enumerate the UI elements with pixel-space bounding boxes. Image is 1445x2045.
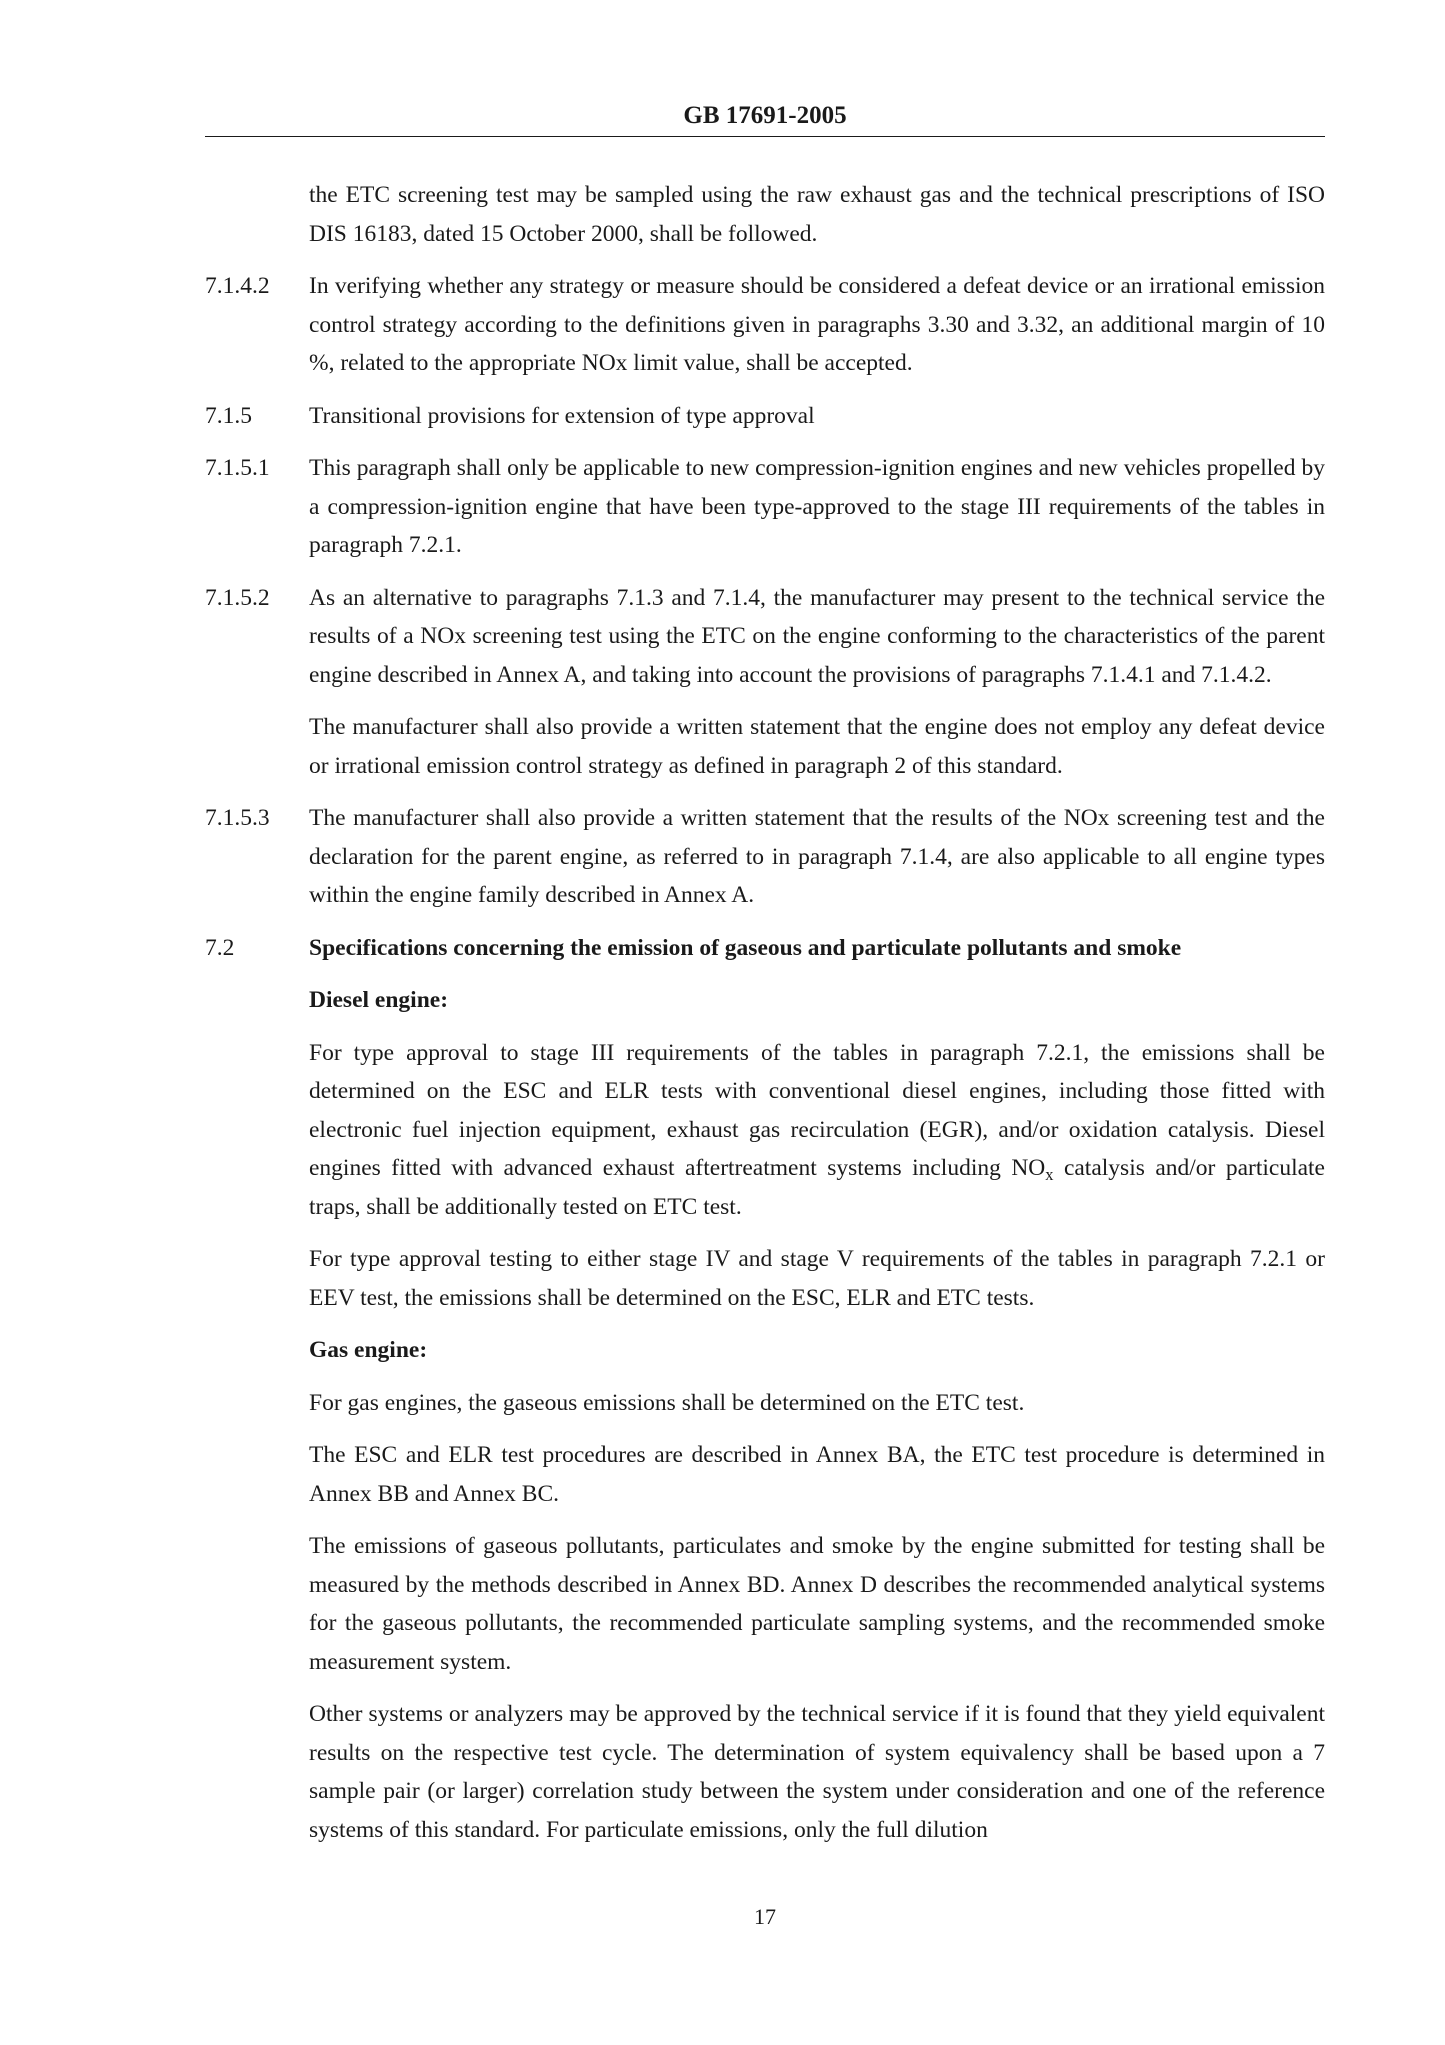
document-body xyxy=(205,176,1325,1863)
paragraph-number xyxy=(205,1240,309,1317)
paragraph xyxy=(205,981,1325,1020)
paragraph xyxy=(205,449,1325,565)
paragraph-number: 7.1.5.2 xyxy=(205,584,270,611)
header-rule xyxy=(205,136,1325,137)
paragraph xyxy=(205,579,1325,695)
paragraph-text: In verifying whether any strategy or measure should be considered a defeat device or an irrational emission control strategy according to the definitions given in paragraphs 3.30 and 3.32, an additional margin of 10 %, related to the appropriate NOx limit value, shall be accepted. xyxy=(309,273,1325,376)
paragraph-number xyxy=(205,176,309,253)
paragraph-text: The emissions of gaseous pollutants, particulates and smoke by the engine submitted for testing shall be measured by the methods described in Annex BD. Annex D describes the recommended analytical systems for the gaseous pollutants, the recommended particulate sampling systems, and the recommended smoke measurement system. xyxy=(309,1533,1325,1675)
paragraph-number xyxy=(205,1527,309,1681)
paragraph-text: The manufacturer shall also provide a written statement that the engine does not employ any defeat device or irrational emission control strategy as defined in paragraph 2 of this standard. xyxy=(309,714,1325,779)
running-header: GB 17691-2005 xyxy=(683,102,847,129)
paragraph xyxy=(205,929,1325,968)
paragraph-number: 7.2 xyxy=(205,934,235,961)
paragraph-text: The manufacturer shall also provide a written statement that the results of the NOx screening test and the declaration for the parent engine, as referred to in paragraph 7.1.4, are also applicable to all engine types within the engine family described in Annex A. xyxy=(309,805,1325,908)
page-number: 17 xyxy=(754,1904,776,1929)
paragraph xyxy=(205,1695,1325,1849)
paragraph xyxy=(205,1034,1325,1227)
text-part: catalysis and/or particulate traps, shall be additionally tested on ETC test. xyxy=(309,1155,1325,1220)
paragraph-number xyxy=(205,1384,309,1423)
paragraph xyxy=(205,397,1325,436)
paragraph-text: As an alternative to paragraphs 7.1.3 and 7.1.4, the manufacturer may present to the technical service the results of a NOx screening test using the ETC on the engine conforming to the characteristics of the parent engine described in Annex A, and taking into account the provisions of paragraphs 7.1.4.1 and 7.1.4.2. xyxy=(309,584,1325,688)
paragraph xyxy=(205,267,1325,383)
paragraph xyxy=(205,708,1325,785)
paragraph xyxy=(205,1240,1325,1317)
paragraph xyxy=(205,1527,1325,1681)
paragraph xyxy=(205,1436,1325,1513)
paragraph xyxy=(205,799,1325,915)
paragraph xyxy=(205,1384,1325,1423)
paragraph xyxy=(205,1331,1325,1370)
paragraph-number: 7.1.5.3 xyxy=(205,805,270,831)
paragraph-number xyxy=(205,1695,309,1849)
paragraph-number xyxy=(205,1034,309,1227)
paragraph-text: For type approval testing to either stage IV and stage V requirements of the tables in paragraph 7.2.1 or EEV test, the emissions shall be determined on the ESC, ELR and ETC tests. xyxy=(309,1246,1325,1311)
section-heading: Gas engine: xyxy=(309,1337,428,1363)
paragraph-number xyxy=(205,1436,309,1513)
paragraph-text: This paragraph shall only be applicable to new compression-ignition engines and new vehicles propelled by a compression-ignition engine that have been type-approved to the stage III requirements of the tables in paragraph 7.2.1. xyxy=(309,455,1325,558)
paragraph-number xyxy=(205,708,309,785)
subscript: x xyxy=(1045,1164,1054,1184)
paragraph-number: 7.1.5 xyxy=(205,402,252,429)
paragraph-text: For gas engines, the gaseous emissions shall be determined on the ETC test. xyxy=(309,1389,1025,1416)
paragraph-number: 7.1.5.1 xyxy=(205,455,270,481)
paragraph xyxy=(205,176,1325,253)
paragraph-text: Transitional provisions for extension of type approval xyxy=(309,402,815,429)
paragraph-text: the ETC screening test may be sampled using the raw exhaust gas and the technical prescriptions of ISO DIS 16183, dated 15 October 2000, shall be followed. xyxy=(309,182,1325,247)
paragraph-number xyxy=(205,981,309,1020)
paragraph-text xyxy=(309,1034,1325,1227)
paragraph-number: 7.1.4.2 xyxy=(205,273,270,299)
section-heading: Diesel engine: xyxy=(309,987,449,1013)
text-part: For type approval to stage III requirements of the tables in paragraph 7.2.1, the emissions shall be determined on the ESC and ELR tests with conventional diesel engines, including those fitted with electronic fuel injection equipment, exhaust gas recirculation (EGR), and/or oxidation catalysis. Diesel engines fitted with advanced exhaust aftertreatment systems including NO xyxy=(309,1039,1325,1181)
paragraph-number xyxy=(205,1331,309,1370)
paragraph-text: Other systems or analyzers may be approved by the technical service if it is found that they yield equivalent results on the respective test cycle. The determination of system equivalency shall be based upon a 7 sample pair (or larger) correlation study between the system under consideration and one of the reference systems of this standard. For particulate emissions, only the full dilution xyxy=(309,1701,1325,1843)
section-heading: Specifications concerning the emission of gaseous and particulate pollutants and smoke xyxy=(309,934,1182,961)
paragraph-text: The ESC and ELR test procedures are described in Annex BA, the ETC test procedure is determined in Annex BB and Annex BC. xyxy=(309,1442,1325,1507)
